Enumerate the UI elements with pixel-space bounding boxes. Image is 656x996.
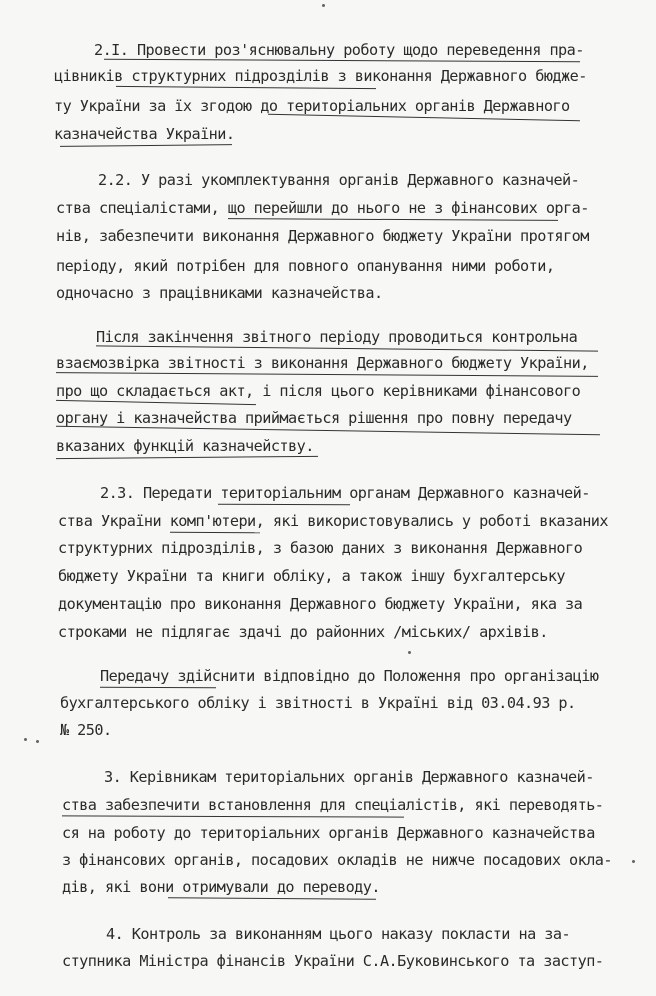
paragraph-3-line-5: дів, які вони отримували до переводу. <box>62 878 380 896</box>
scan-speck <box>408 651 411 654</box>
paragraph-2-2-line-3: нів, забезпечити виконання Державного бюджету України протягом <box>56 227 589 245</box>
paragraph-3-line-3: ся на роботу до територіальних органів Державного казначейства <box>62 824 595 842</box>
paragraph-2-2-line-5: одночасно з працівниками казначейства. <box>56 284 383 302</box>
pen-underline <box>228 218 558 221</box>
pen-underline <box>56 456 318 459</box>
paragraph-2-2-line-4: періоду, який потрібен для повного опанування ними роботи, <box>56 257 555 275</box>
reconciliation-line-4: органу і казначейства приймається рішення про повну передачу <box>56 409 572 427</box>
transfer-line-3: № 250. <box>60 721 112 739</box>
paragraph-4-line-1: 4. Контроль за виконанням цього наказу покласти на за- <box>106 925 571 943</box>
reconciliation-line-1: Після закінчення звітного періоду проводиться контрольна <box>96 328 578 346</box>
paragraph-2-1-line-2: цівників структурних підрозділів з виконання Державного бюдже- <box>54 67 587 85</box>
transfer-line-1: Передачу здійснити відповідно до Положення про організацію <box>100 667 599 685</box>
paragraph-2-3-line-4: бюджету України та книги обліку, а також іншу бухгалтерську <box>58 567 566 585</box>
pen-underline <box>218 504 350 505</box>
reconciliation-line-2: взаємозвірка звітності з виконання Державного бюджету України, <box>56 354 589 372</box>
pen-underline <box>100 687 216 689</box>
scan-speck <box>36 740 39 743</box>
pen-underline <box>116 86 376 89</box>
paragraph-2-3-line-2: ства України комп'ютери, які використовувались у роботі вказаних <box>58 512 608 530</box>
paragraph-2-2-line-2: ства спеціалістами, що перейшли до нього не з фінансових орга- <box>56 199 589 217</box>
paragraph-2-1-line-4: казначейства України. <box>54 125 235 143</box>
pen-underline <box>60 144 232 147</box>
transfer-line-2: бухгалтерського обліку і звітності в Україні від 03.04.93 р. <box>60 694 576 712</box>
paragraph-2-1-line-1: 2.І. Провести роз'яснювальну роботу щодо переведення пра- <box>94 41 584 59</box>
paragraph-2-1-line-3: ту України за їх згодою до територіальних органів Державного <box>54 97 570 115</box>
paragraph-3-line-1: 3. Керівникам територіальних органів Державного казначей- <box>104 768 594 786</box>
paragraph-2-3-line-6: строками не підлягає здачі до районних /міських/ архівів. <box>58 623 548 641</box>
scan-speck <box>322 4 325 7</box>
paragraph-2-3-line-1: 2.3. Передати територіальним органам Державного казначей- <box>100 484 590 502</box>
reconciliation-line-3: про що складається акт, і після цього керівниками фінансового <box>56 382 581 400</box>
paragraph-2-3-line-5: документацію про виконання Державного бюджету України, яка за <box>58 595 583 613</box>
scan-speck <box>24 738 27 741</box>
paragraph-2-2-line-1: 2.2. У разі укомплектування органів Державного казначей- <box>98 171 580 189</box>
reconciliation-line-5: вказаних функцій казначейству. <box>56 437 314 455</box>
paragraph-2-3-line-3: структурних підрозділів, з базою даних з виконання Державного <box>58 539 583 557</box>
paragraph-3-line-2: ства забезпечити встановлення для спеціалістів, які переводять- <box>62 796 604 814</box>
paragraph-4-line-2: ступника Міністра фінансів України С.А.Буковинського та заступ- <box>62 952 604 970</box>
scan-speck <box>632 860 635 863</box>
pen-underline <box>168 897 376 899</box>
pen-underline <box>62 815 404 817</box>
paragraph-3-line-4: з фінансових органів, посадових окладів не нижче посадових окла- <box>62 851 612 869</box>
pen-underline <box>170 532 260 533</box>
